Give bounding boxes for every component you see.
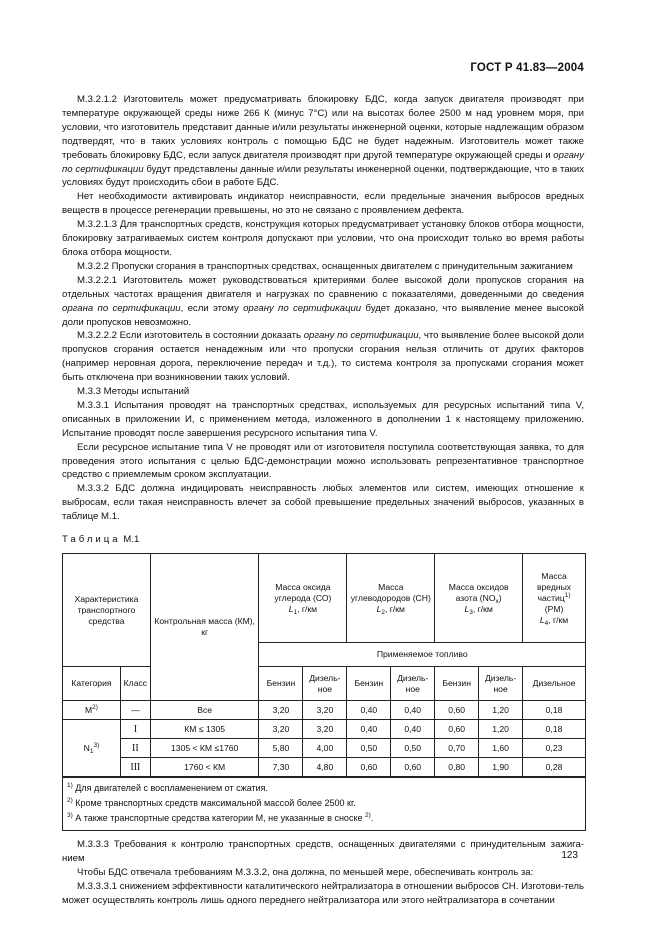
value-cell: 0,50 — [391, 739, 435, 758]
value-cell: 3,20 — [303, 720, 347, 739]
table-footnotes — [63, 777, 586, 831]
value-cell: 0,60 — [347, 758, 391, 778]
value-cell: 3,20 — [259, 701, 303, 720]
header-reference-mass: Контрольная масса (КМ), кг — [150, 554, 259, 701]
class-cell: I — [120, 720, 150, 739]
paragraph-m3213: М.3.2.1.3 Для транспортных средств, конструкция которых предусматривает установку блоков отбора мощности, блокировку затрагиваемых систем контроля допускают при условии, что она происходит только во время работы блока отбора мощности. — [62, 219, 584, 258]
value-cell: 0,40 — [391, 720, 435, 739]
value-cell: 1,90 — [479, 758, 523, 778]
value-cell: 0,18 — [523, 701, 586, 720]
table-row — [63, 701, 586, 720]
value-cell: 0,60 — [391, 758, 435, 778]
value-cell: 0,60 — [435, 720, 479, 739]
value-cell: 0,23 — [523, 739, 586, 758]
header-ch-petrol: Бензин — [347, 667, 391, 701]
paragraph-m33-heading: М.3.3 Методы испытаний — [77, 386, 190, 398]
value-cell: 7,30 — [259, 758, 303, 778]
paragraph-m331: М.3.3.1 Испытания проводят на транспортных средствах, используемых для ресурсных испытаний типа V, описанных в приложении И, с применением метода, изложенного в дополнении 1 к настоящему приложению. Испытание проводят после завершения ресурсного испытания типа V. — [62, 399, 584, 439]
value-cell: 3,20 — [259, 720, 303, 739]
header-characteristic: Характеристика транспортного средства — [63, 554, 151, 667]
header-pm: Масса вредных частиц$^{1)}$ (PM) $L_4$, г/км — [523, 554, 586, 643]
page-number: 123 — [561, 850, 578, 861]
value-cell: 5,80 — [259, 739, 303, 758]
document-header: ГОСТ Р 41.83—2004 — [470, 62, 584, 74]
header-co-diesel: Дизель-ное — [303, 667, 347, 701]
header-nox: Масса оксидов азота $(NO_x)$ $L_3$, г/км — [435, 554, 523, 643]
paragraph-resource-test: Если ресурсное испытание типа V не проводят или от изготовителя поступила соответствующая заявка, то для проведения этого испытания с целью БДС-демонстрации можно использовать репрезентативное транспортное средство с приемлемым сроком эксплуатации. — [62, 441, 584, 481]
value-cell: 3,20 — [303, 701, 347, 720]
paragraph-regeneration: Нет необходимости активировать индикатор неисправности, если предельные значения выбросов вредных веществ в процессе регенерации превышены, но это не связано с проявлением дефекта. — [62, 191, 584, 217]
paragraph-m3212: М.3.2.1.2 Изготовитель может предусматривать блокировку БДС, когда запуск двигателя производят при температуре окружающей среды ниже 266 К (минус 7°С) или на высотах более 2500 м над уровнем моря, при условии, что изготовитель представит данные и/или результаты инженерной оценки, которые надлежащим образом подтвердят, что в таких условиях контроль с помощью БДС не будет надежным. Изготовитель может также требовать блокировку БДС, если запуск двигателя производят при другой температуре окружающей среды и органу по сертификации будут представлены данные и/или результаты инженерной оценки, подтверждающие, что в таких условиях будут происходить сбои в работе БДС. — [62, 94, 584, 189]
paragraph-obd-requirements: Чтобы БДС отвечала требованиям М.3.3.2, она должна, по меньшей мере, обеспечивать контроль за: — [77, 866, 534, 878]
category-cell: $M^{2)}$ — [63, 701, 121, 720]
mass-cell: 1305 < КМ ≤1760 — [150, 739, 259, 758]
table-row — [63, 739, 586, 758]
value-cell: 0,70 — [435, 739, 479, 758]
header-pm-diesel: Дизельное — [523, 667, 586, 701]
header-co-petrol: Бензин — [259, 667, 303, 701]
value-cell: 0,40 — [391, 701, 435, 720]
header-nox-petrol: Бензин — [435, 667, 479, 701]
class-cell: III — [120, 758, 150, 778]
header-ch-diesel: Дизель-ное — [391, 667, 435, 701]
header-ch: Масса углеводородов (СН) $L_2$, г/км — [347, 554, 435, 643]
class-cell: II — [120, 739, 150, 758]
value-cell: 0,60 — [435, 701, 479, 720]
value-cell: 0,40 — [347, 701, 391, 720]
paragraph-m33331: М.3.3.3.1 снижением эффективности каталитического нейтрализатора в отношении выбросов СН. Изготови-тель может осуществлять контроль лишь одного переднего нейтрализатора или этого нейтрализатора в сочетании — [62, 880, 584, 906]
table-row — [63, 720, 586, 739]
paragraph-m3333: М.3.3.3 Требования к контролю транспортных средств, оснащенных двигателями с принудительным зажига-нием — [62, 839, 584, 864]
header-fuel-used: Применяемое топливо — [259, 643, 586, 667]
value-cell: 0,18 — [523, 720, 586, 739]
emission-limits-table — [62, 553, 586, 831]
class-cell: — — [120, 701, 150, 720]
value-cell: 0,50 — [347, 739, 391, 758]
value-cell: 4,00 — [303, 739, 347, 758]
value-cell: 0,28 — [523, 758, 586, 778]
table-caption: Таблица М.1 — [62, 534, 140, 546]
mass-cell: 1760 < КМ — [150, 758, 259, 778]
footnote-1: $^{1)}$ Для двигателей с воспламенением от сжатия. — [67, 782, 269, 793]
body-after-table — [62, 838, 584, 908]
paragraph-m3221: М.3.2.2.1 Изготовитель может руководствоваться критериями более высокой доли пропусков сгорания на отдельных частотах вращения двигателя и нагрузках по сравнению с показателями, доведенными до сведения органа по сертификации, если этому органу по сертификации будет доказано, что выявление менее высокой доли пропусков невозможно. — [62, 274, 585, 328]
value-cell: 4,80 — [303, 758, 347, 778]
header-class: Класс — [120, 667, 150, 701]
header-category: Категория — [63, 667, 121, 701]
mass-cell: Все — [150, 701, 259, 720]
document-body — [62, 93, 584, 908]
value-cell: 0,40 — [347, 720, 391, 739]
header-co: Масса оксида углерода (СО) $L_1$, г/км — [259, 554, 347, 643]
value-cell: 1,20 — [479, 720, 523, 739]
paragraph-m322-heading: М.3.2.2 Пропуски сгорания в транспортных средствах, оснащенных двигателем с принудительным зажиганием — [77, 260, 573, 272]
footnote-3: $^{3)}$ А также транспортные средства категории М, не указанные в сноске $^{2)}$. — [67, 812, 374, 823]
paragraph-m3222: М.3.2.2.2 Если изготовитель в состоянии доказать органу по сертификации, что выявление более высокой доли пропусков сгорания остается ненадежным или что пропуски сгорания нельзя отличить от других факторов (например неровная дорога, переключение передач и т.д.), то система контроля за пропусками сгорания может быть отключена при возникновении таких условий. — [62, 330, 584, 384]
value-cell: 1,60 — [479, 739, 523, 758]
header-nox-diesel: Дизель-ное — [479, 667, 523, 701]
value-cell: 0,80 — [435, 758, 479, 778]
paragraph-m332: М.3.3.2 БДС должна индицировать неисправность любых элементов или систем, имеющих отношение к выбросам, если такая неисправность влечет за собой превышение предельных значений выбросов, указанных в таблице М.1. — [62, 483, 584, 523]
mass-cell: КМ ≤ 1305 — [150, 720, 259, 739]
table-row — [63, 758, 586, 778]
category-cell: $N_1^{3)}$ — [63, 720, 121, 778]
footnote-2: $^{2)}$ Кроме транспортных средств максимальной массой более 2500 кг. — [67, 797, 356, 808]
value-cell: 1,20 — [479, 701, 523, 720]
